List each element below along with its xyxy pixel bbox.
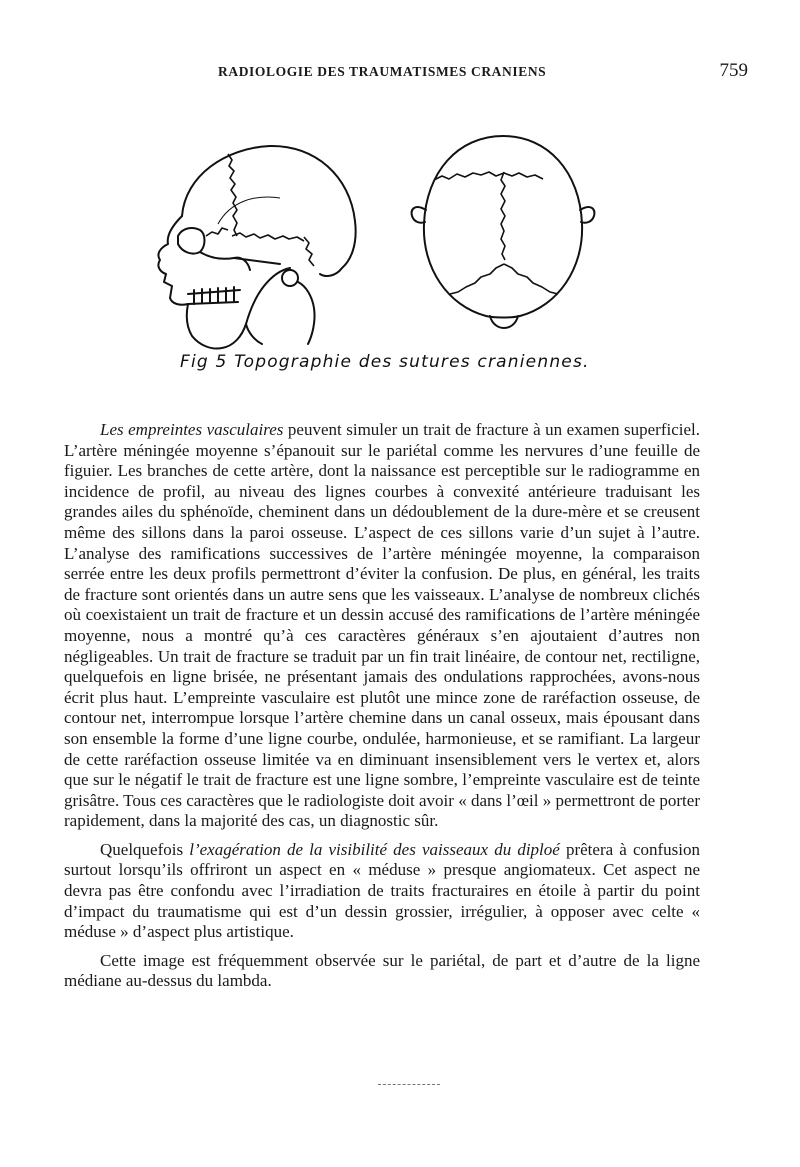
body-text <box>64 420 700 1000</box>
paragraph-1-text: peuvent simuler un trait de fracture à un examen superficiel. L’artère méningée moyenne s’épanouit sur le pariétal comme les nervures d’une feuille de figuier. Les branches de cette artère, dont la naissance est perceptible sur le radiogramme en incidence de profil, au niveau des lignes courbes à convexité antérieure traduisant les grandes ailes du sphénoïde, cheminent dans un dédoublement de la dure-mère et se creusent même des sillons dans la paroi osseuse. L’aspect de ces sillons varie d’un sujet à l’autre. L’analyse des ramifications successives de l’artère méningée moyenne, la comparaison serrée entre les deux profils permettront d’éviter la confusion. De plus, en général, les traits de fracture sont orientés dans un autre sens que les vaisseaux. L’analyse de nombreux clichés où coexistaient un trait de fracture et un dessin accusé des ramifications de l’artère méningée moyenne, nous a montré qu’à ces caractères généraux s’en ajoutaient d’autres non négligeables. Un trait de fracture se traduit par un fin trait linéaire, de contour net, rectiligne, quelquefois en ligne brisée, ne présentant jamais des ondulations rapprochées, avons-nous écrit plus haut. L’empreinte vasculaire est plutôt une mince zone de raréfaction osseuse, de contour net, interrompue lorsque l’artère chemine dans un canal osseux, mais épousant dans son ensemble la forme d’une ligne courbe, ondulée, harmonieuse, et se ramifiant. La largeur de cette raréfaction osseuse limitée va en diminuant insensiblement vers le vertex et, alors que sur le négatif le trait de fracture est une ligne sombre, l’empreinte vasculaire est de teinte grisâtre. Tous ces caractères que le radiologiste doit avoir « dans l’œil » permettront de porter rapidement, dans la majorité des cas, un diagnostic sûr. <box>64 420 701 831</box>
paragraph-2-lead: Quelquefois <box>100 839 190 859</box>
paragraph-1 <box>64 420 700 832</box>
end-rule <box>378 1084 440 1085</box>
vertex-skull-drawing <box>398 128 608 343</box>
paragraph-2-text: prêtera à confusion surtout lorsqu’ils offriront un aspect en « méduse » presque angiomateux. Cet aspect ne devra pas être confondu avec l’irradiation de traits fracturaires en étoile à partir du point d’impact du traumatisme qui est d’un dessin grossier, irrégulier, à opposer avec celte « méduse » d’aspect plus artistique. <box>64 839 701 942</box>
page-number: 759 <box>719 60 748 81</box>
page-header <box>60 58 750 88</box>
figure-caption: Fig 5 Topographie des sutures craniennes. <box>180 352 590 372</box>
paragraph-2 <box>64 840 700 943</box>
lateral-skull-drawing <box>130 136 370 361</box>
paragraph-3-text: Cette image est fréquemment observée sur le pariétal, de part et d’autre de la ligne médiane au-dessus du lambda. <box>64 950 700 991</box>
running-head: RADIOLOGIE DES TRAUMATISMES CRANIENS <box>218 64 547 79</box>
paragraph-3 <box>64 951 700 992</box>
paragraph-2-italic: l’exagération de la visibilité des vaisseaux du diploé <box>189 839 560 859</box>
paragraph-1-lead: Les empreintes vasculaires <box>100 420 284 439</box>
